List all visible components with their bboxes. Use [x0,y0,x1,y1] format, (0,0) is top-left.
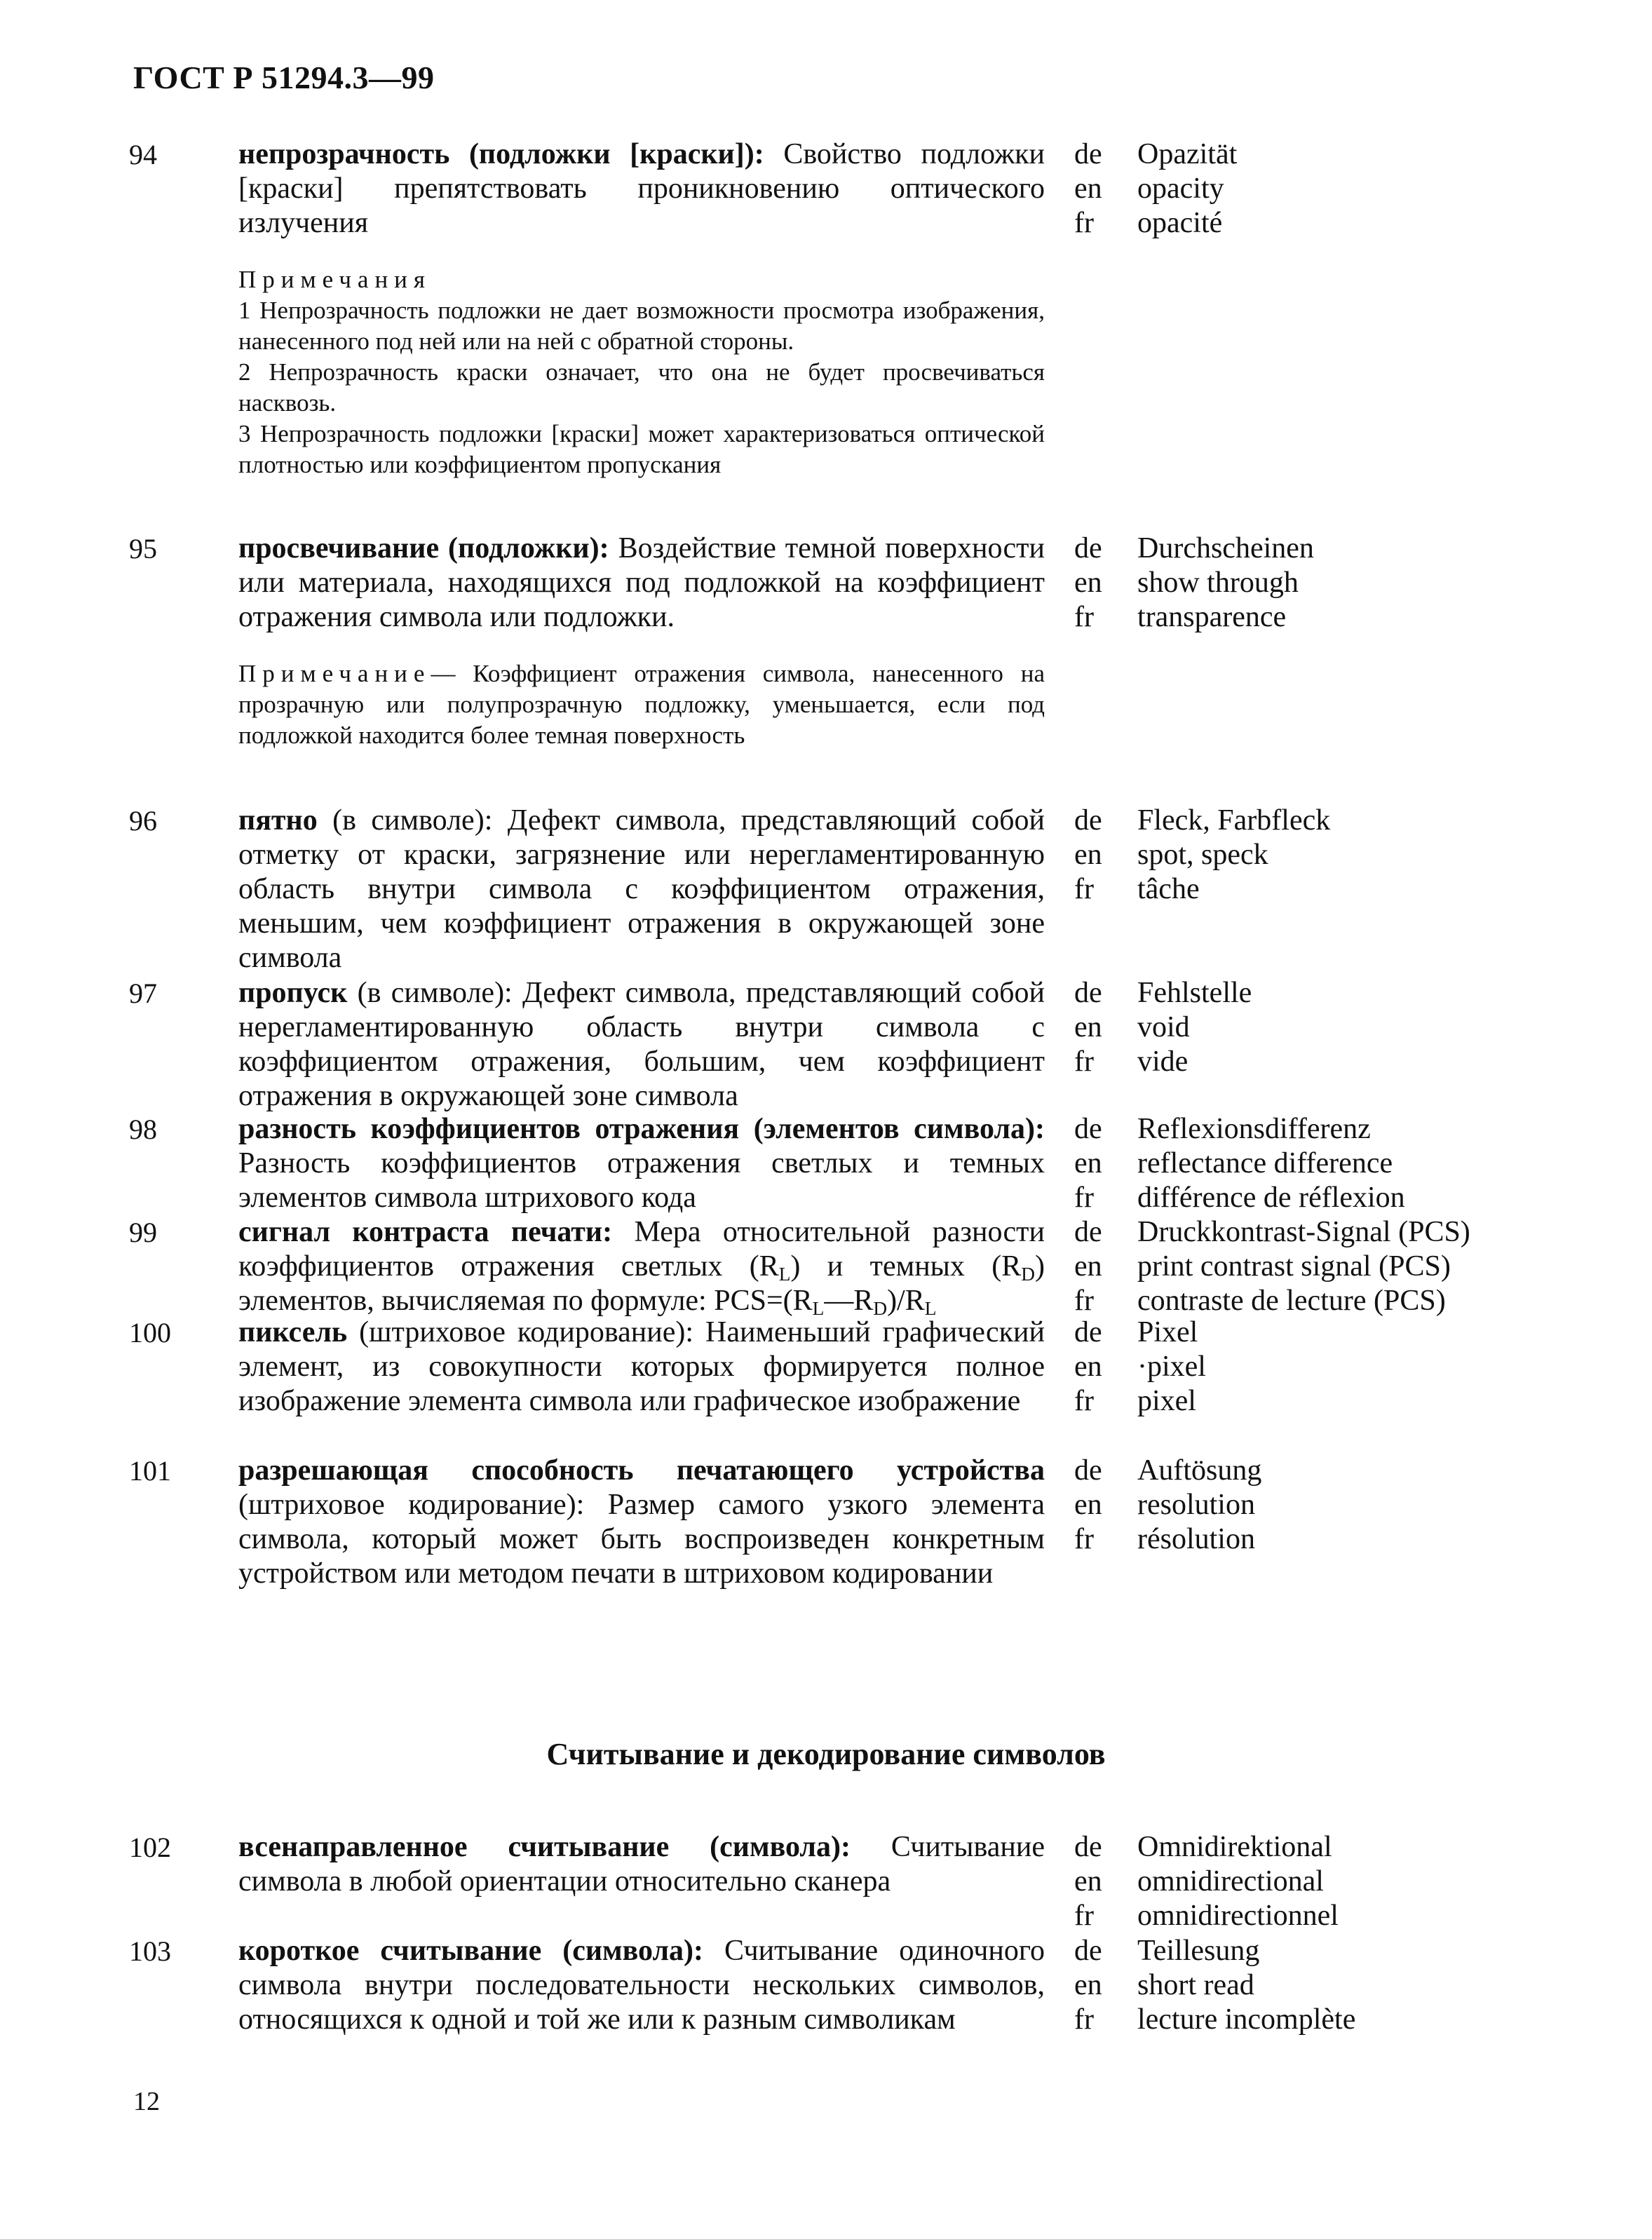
equivalent-term: opacity [1137,173,1224,205]
equivalent-term: Auftösung [1137,1454,1262,1487]
lang-code: en [1074,173,1102,205]
equivalent-term: tâche [1137,873,1200,905]
foreign-equivalents [1137,1215,1470,1318]
definition-text: —R [824,1285,874,1317]
notes-label: Примечание [238,660,431,687]
language-codes [1074,1215,1102,1318]
lang-code: fr [1074,1285,1094,1317]
foreign-equivalents [1137,1454,1261,1557]
page-number: 12 [133,2087,160,2116]
lang-code: de [1074,1113,1102,1145]
entry-definition [238,804,1045,975]
language-codes [1074,137,1102,241]
definition-text: ) элементов, вычисляемая по формуле: PCS=(R [238,1250,1045,1317]
equivalent-term: spot, speck [1137,839,1268,871]
entry-definition [238,976,1045,1114]
equivalent-term: Opazität [1137,138,1238,170]
definition-text: )/R [887,1285,925,1317]
notes-block [238,264,1045,480]
lang-code: fr [1074,1182,1094,1214]
note-item: — Коэффициент отражения символа, нанесенного на прозрачную или полупрозрачную подложку, уменьшается, если под подложкой находится более темная поверхность [238,660,1045,749]
entry-definition [238,1315,1045,1419]
equivalent-term: short read [1137,1969,1254,2001]
equivalent-term: transparence [1137,601,1287,633]
lang-code: en [1074,1351,1102,1383]
lang-code: de [1074,138,1102,170]
foreign-equivalents [1137,1934,1355,2037]
entry-number: 95 [129,533,157,564]
definition-text: ) и темных (R [790,1250,1022,1283]
note-item: 2 Непрозрачность краски означает, что она не будет просвечиваться насквозь. [238,358,1045,417]
term-title: короткое считывание (символа): [238,1935,704,1967]
term-title: разрешающая способность печатающего устройства [238,1454,1045,1487]
lang-code: fr [1074,1523,1094,1555]
note-item: 3 Непрозрачность подложки [краски] может характеризоваться оптической плотностью или коэффициентом пропускания [238,420,1045,478]
definition-text: (штриховое кодирование): Размер самого узкого элемента символа, который может быть воспроизведен конкретным устройством или методом печати в штриховом кодировании [238,1489,1045,1590]
equivalent-term: vide [1137,1046,1189,1078]
language-codes [1074,804,1102,907]
entry-number: 102 [129,1832,171,1863]
lang-code: fr [1074,601,1094,633]
lang-code: de [1074,1216,1102,1248]
equivalent-term: void [1137,1011,1190,1043]
equivalent-term: pixel [1137,1385,1196,1417]
entry-definition [238,1112,1045,1215]
subscript-l: L [778,1263,791,1285]
term-title: всенаправленное считывание (символа): [238,1831,851,1863]
equivalent-term: Fehlstelle [1137,977,1252,1009]
lang-code: en [1074,1147,1102,1179]
term-title: пиксель [238,1316,348,1348]
definition-text: Свойство подложки [краски] препятствовать проникновению оптического излучения [238,138,1045,239]
foreign-equivalents [1137,804,1330,907]
lang-code: en [1074,1250,1102,1283]
lang-code: de [1074,804,1102,837]
equivalent-term: différence de réflexion [1137,1182,1405,1214]
equivalent-term: reflectance difference [1137,1147,1393,1179]
foreign-equivalents [1137,1830,1339,1933]
entry-definition [238,1215,1045,1318]
term-title: непрозрачность (подложки [краски]): [238,138,764,170]
definition-text: Воздействие темной поверхности или материала, находящихся под подложкой на коэффициент отражения символа или подложки. [238,532,1045,633]
lang-code: en [1074,1865,1102,1898]
lang-code: en [1074,839,1102,871]
entry-definition [238,1934,1045,2037]
entry-definition [238,137,1045,480]
language-codes [1074,532,1102,635]
subscript-l: L [812,1297,825,1319]
term-title: сигнал контраста печати: [238,1216,613,1248]
language-codes [1074,976,1102,1079]
equivalent-term: Durchscheinen [1137,532,1314,564]
lang-code: fr [1074,1900,1094,1932]
equivalent-term: Teillesung [1137,1935,1260,1967]
lang-code: de [1074,1831,1102,1863]
equivalent-term: résolution [1137,1523,1255,1555]
entry-definition [238,1454,1045,1591]
lang-code: en [1074,1489,1102,1521]
entry-definition [238,532,1045,751]
foreign-equivalents [1137,1315,1206,1419]
equivalent-term: opacité [1137,207,1223,239]
equivalent-term: contraste de lecture (PCS) [1137,1285,1446,1317]
lang-code: fr [1074,873,1094,905]
foreign-equivalents [1137,1112,1405,1215]
subscript-d: D [873,1297,888,1319]
lang-code: fr [1074,1046,1094,1078]
lang-code: en [1074,1969,1102,2001]
subscript-d: D [1021,1263,1035,1285]
term-title: разность коэффициентов отражения (элементов символа): [238,1113,1045,1145]
language-codes [1074,1830,1102,1933]
language-codes [1074,1315,1102,1419]
equivalent-term: omnidirectional [1137,1865,1324,1898]
lang-code: de [1074,1454,1102,1487]
entry-number: 96 [129,805,157,837]
equivalent-term: print contrast signal (PCS) [1137,1250,1451,1283]
lang-code: de [1074,532,1102,564]
equivalent-term: ·pixel [1137,1351,1206,1383]
term-title: просвечивание (подложки): [238,532,609,564]
definition-text: Считывание одиночного символа внутри последовательности нескольких символов, относящихся к одной и той же или к разным символикам [238,1935,1045,2036]
lang-code: de [1074,1935,1102,1967]
lang-code: fr [1074,207,1094,239]
equivalent-term: Druckkontrast-Signal (PCS) [1137,1216,1470,1248]
definition-text: Считывание символа в любой ориентации относительно сканера [238,1831,1045,1898]
entry-number: 97 [129,978,157,1009]
foreign-equivalents [1137,532,1314,635]
lang-code: de [1074,1316,1102,1348]
equivalent-term: omnidirectionnel [1137,1900,1339,1932]
foreign-equivalents [1137,976,1252,1079]
equivalent-term: Pixel [1137,1316,1198,1348]
note-item: 1 Непрозрачность подложки не дает возможности просмотра изображения, нанесенного под ней или на ней с обратной стороны. [238,297,1045,355]
term-title: пропуск [238,977,348,1009]
term-title: пятно [238,804,318,837]
lang-code: fr [1074,2003,1094,2036]
section-title: Считывание и декодирование символов [546,1737,1106,1771]
lang-code: en [1074,567,1102,599]
entry-number: 100 [129,1317,171,1348]
equivalent-term: Fleck, Farbfleck [1137,804,1331,837]
definition-text: (в символе): Дефект символа, представляющий собой нерегламентированную область внутри символа с коэффициентом отражения, большим, чем коэффициент отражения в окружающей зоне символа [238,977,1045,1112]
equivalent-term: Reflexionsdifferenz [1137,1113,1371,1145]
foreign-equivalents [1137,137,1237,241]
definition-text: (в символе): Дефект символа, представляющий собой отметку от краски, загрязнение или нерегламентированную область внутри символа с коэффициентом отражения, меньшим, чем коэффициент отражения в окружающей зоне символа [238,804,1045,974]
language-codes [1074,1934,1102,2037]
notes-label: Примечания [238,266,432,293]
document-header: ГОСТ Р 51294.3—99 [133,60,435,95]
equivalent-term: show through [1137,567,1299,599]
definition-text: Мера относительной разности коэффициентов отражения светлых (R [238,1216,1045,1283]
entry-number: 101 [129,1455,171,1487]
entry-number: 98 [129,1114,157,1145]
definition-text: (штриховое кодирование): Наименьший графический элемент, из совокупности которых формируется полное изображение элемента символа или графическое изображение [238,1316,1045,1417]
language-codes [1074,1112,1102,1215]
entry-number: 99 [129,1217,157,1248]
equivalent-term: Omnidirektional [1137,1831,1332,1863]
equivalent-term: resolution [1137,1489,1255,1521]
notes-block [238,658,1045,751]
subscript-l: L [924,1297,937,1319]
entry-definition [238,1830,1045,1899]
equivalent-term: lecture incomplète [1137,2003,1356,2036]
entry-number: 103 [129,1935,171,1967]
lang-code: de [1074,977,1102,1009]
language-codes [1074,1454,1102,1557]
lang-code: fr [1074,1385,1094,1417]
lang-code: en [1074,1011,1102,1043]
entry-number: 94 [129,139,157,170]
definition-text: Разность коэффициентов отражения светлых и темных элементов символа штрихового кода [238,1147,1045,1214]
